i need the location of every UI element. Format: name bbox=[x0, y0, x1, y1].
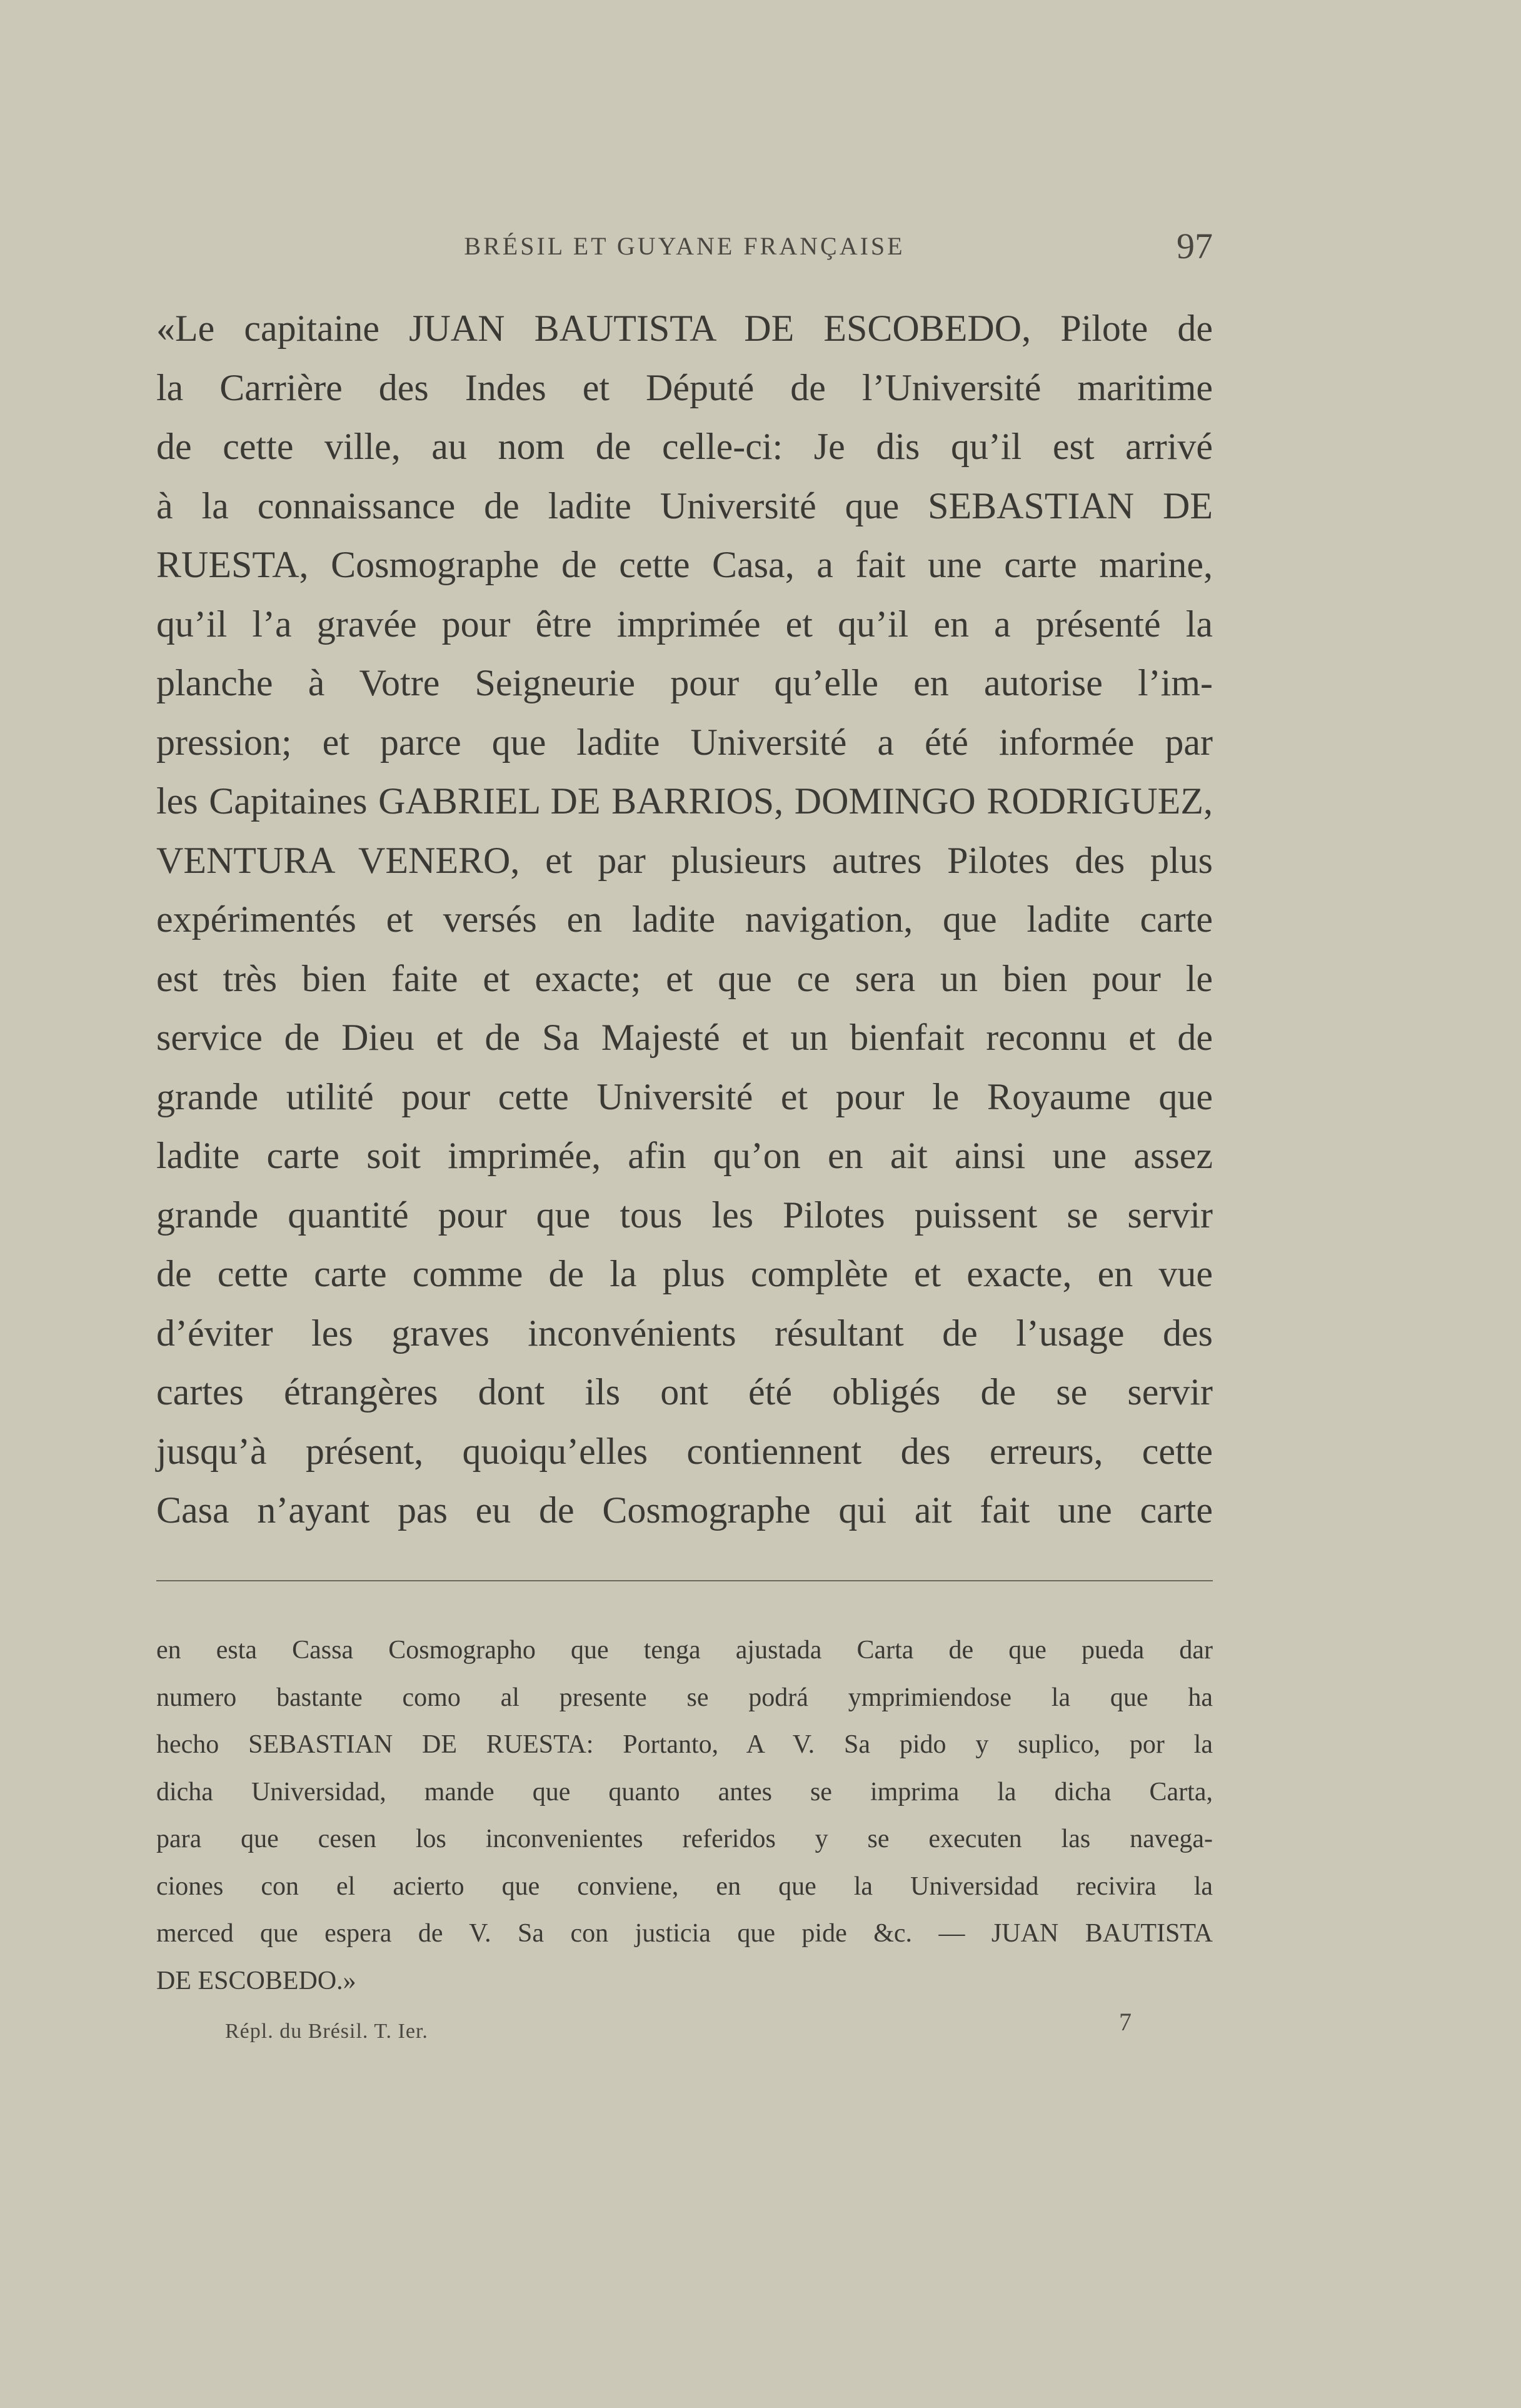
body-line: RUESTA, Cosmographe de cette Casa, a fait une carte marine, bbox=[156, 544, 1213, 585]
body-line: Casa n’ayant pas eu de Cosmographe qui ait fait une carte bbox=[156, 1489, 1213, 1531]
body-line: «Le capitaine JUAN BAUTISTA DE ESCOBEDO, Pilote de bbox=[156, 308, 1213, 349]
body-line: de cette carte comme de la plus complète et exacte, en vue bbox=[156, 1253, 1213, 1294]
footnote-line: DE ESCOBEDO.» bbox=[156, 1966, 356, 1995]
body-line: de cette ville, au nom de celle-ci: Je dis qu’il est arrivé bbox=[156, 426, 1213, 467]
body-line: expérimentés et versés en ladite navigation, que ladite carte bbox=[156, 899, 1213, 940]
body-line: VENTURA VENERO, et par plusieurs autres Pilotes des plus bbox=[156, 839, 1213, 881]
footnote-line: numero bastante como al presente se podrá ymprimiendose la que ha bbox=[156, 1683, 1213, 1712]
body-line: les Capitaines GABRIEL DE BARRIOS, DOMINGO RODRIGUEZ, bbox=[156, 780, 1213, 822]
body-line: grande utilité pour cette Université et pour le Royaume que bbox=[156, 1076, 1213, 1117]
footnote-line: para que cesen los inconvenientes referidos y se executen las navega- bbox=[156, 1825, 1213, 1853]
main-text bbox=[156, 299, 1213, 1540]
footnote-separator bbox=[156, 1580, 1213, 1581]
body-line: à la connaissance de ladite Université que SEBASTIAN DE bbox=[156, 485, 1213, 526]
running-head bbox=[156, 225, 1213, 269]
running-title: BRÉSIL ET GUYANE FRANÇAISE bbox=[464, 232, 905, 260]
signature-mark: Répl. du Brésil. T. Ier. bbox=[225, 2020, 428, 2043]
footnote-line: en esta Cassa Cosmographo que tenga ajustada Carta de que pueda dar bbox=[156, 1636, 1213, 1665]
page-number: 97 bbox=[1177, 226, 1213, 266]
footnote-line: hecho SEBASTIAN DE RUESTA: Portanto, A V. Sa pido y suplico, por la bbox=[156, 1730, 1213, 1759]
sheet-number: 7 bbox=[1119, 2008, 1132, 2036]
body-line: qu’il l’a gravée pour être imprimée et qu’il en a présenté la bbox=[156, 603, 1213, 645]
body-line: est très bien faite et exacte; et que ce sera un bien pour le bbox=[156, 957, 1213, 999]
body-line: grande quantité pour que tous les Pilotes puissent se servir bbox=[156, 1194, 1213, 1236]
body-line: cartes étrangères dont ils ont été obligés de se servir bbox=[156, 1371, 1213, 1413]
body-line: ladite carte soit imprimée, afin qu’on en ait ainsi une assez bbox=[156, 1135, 1213, 1176]
body-line: pression; et parce que ladite Université a été informée par bbox=[156, 721, 1213, 763]
footnote-line: dicha Universidad, mande que quanto antes se imprima la dicha Carta, bbox=[156, 1777, 1213, 1806]
page-footer bbox=[225, 2008, 1132, 2057]
footnote-line: ciones con el acierto que conviene, en que la Universidad recivira la bbox=[156, 1871, 1213, 1901]
body-line: service de Dieu et de Sa Majesté et un bienfait reconnu et de bbox=[156, 1017, 1213, 1058]
footnote-block bbox=[156, 1627, 1213, 2005]
body-line: d’éviter les graves inconvénients résultant de l’usage des bbox=[156, 1312, 1213, 1354]
body-line: jusqu’à présent, quoiqu’elles contiennent des erreurs, cette bbox=[156, 1430, 1213, 1472]
body-line: la Carrière des Indes et Député de l’Université maritime bbox=[156, 366, 1213, 408]
body-line: planche à Votre Seigneurie pour qu’elle en autorise l’im- bbox=[156, 662, 1213, 703]
footnote-line: merced que espera de V. Sa con justicia que pide &c. — JUAN BAUTISTA bbox=[156, 1919, 1213, 1948]
